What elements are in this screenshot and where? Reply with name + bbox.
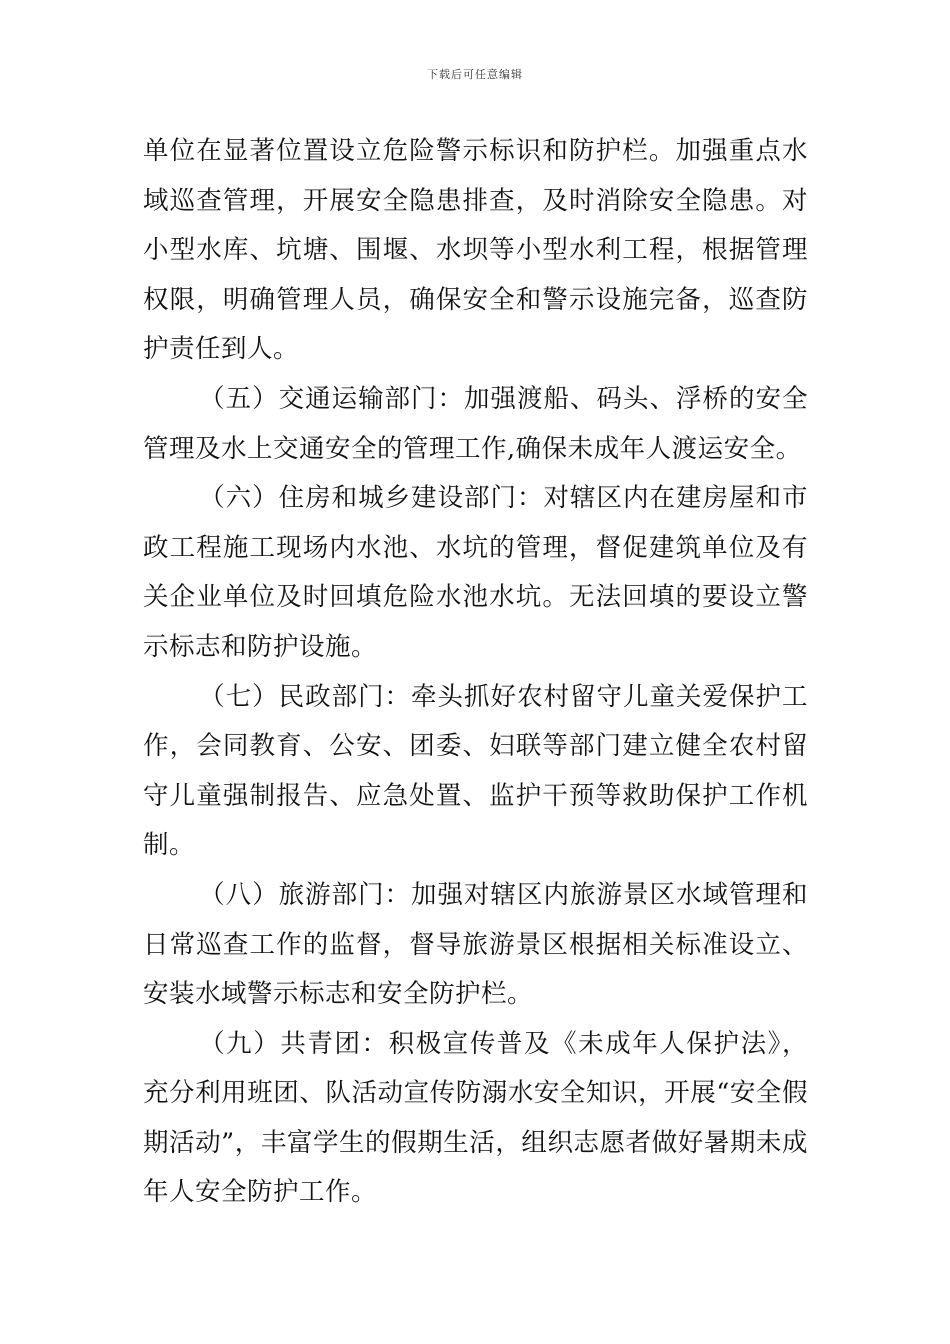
- page-header-note: 下载后可任意编辑: [427, 68, 523, 81]
- paragraph-transport-department: （五）交通运输部门：加强渡船、码头、浮桥的安全管理及水上交通安全的管理工作,确保未成年人渡运安全。: [143, 383, 808, 464]
- paragraph-housing-department: （六）住房和城乡建设部门：对辖区内在建房屋和市政工程施工现场内水池、水坑的管理，督促建筑单位及有关企业单位及时回填危险水池水坑。无法回填的要设立警示标志和防护设施。: [143, 483, 808, 662]
- paragraph-tourism-department: （八）旅游部门：加强对辖区内旅游景区水域管理和日常巡查工作的监督，督导旅游景区根据相关标准设立、安装水域警示标志和安全防护栏。: [143, 879, 808, 1010]
- paragraph-continuation: 单位在显著位置设立危险警示标识和防护栏。加强重点水域巡查管理，开展安全隐患排查，及时消除安全隐患。对小型水库、坑塘、围堰、水坝等小型水利工程，根据管理权限，明确管理人员，确保安全和警示设施完备，巡查防护责任到人。: [143, 136, 808, 365]
- document-body: [143, 127, 808, 1218]
- paragraph-civil-affairs-department: （七）民政部门：牵头抓好农村留守儿童关爱保护工作，会同教育、公安、团委、妇联等部门建立健全农村留守儿童强制报告、应急处置、监护干预等救助保护工作机制。: [143, 681, 808, 861]
- paragraph-youth-league: （九）共青团：积极宣传普及《未成年人保护法》，充分利用班团、队活动宣传防溺水安全知识，开展“安全假期活动”，丰富学生的假期生活，组织志愿者做好暑期未成年人安全防护工作。: [143, 1028, 808, 1208]
